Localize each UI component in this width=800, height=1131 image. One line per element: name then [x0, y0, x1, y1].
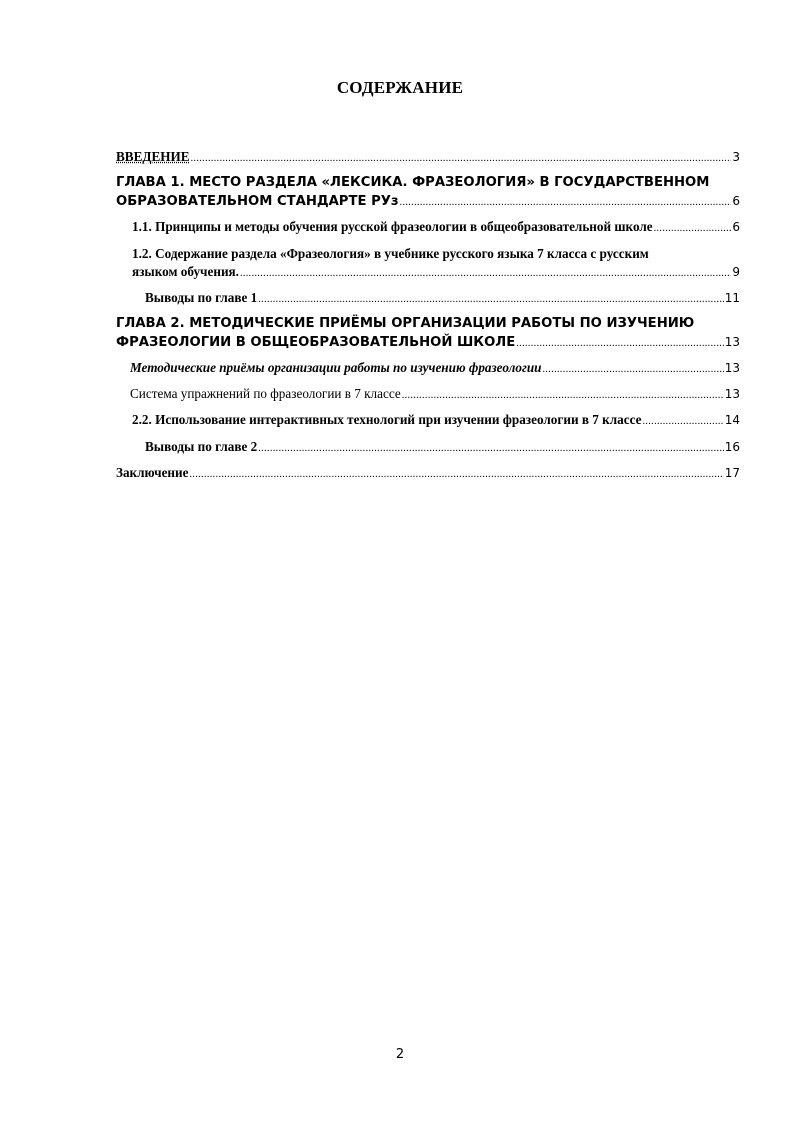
- toc-entry-label: Выводы по главе 2: [145, 439, 258, 454]
- toc-entry-label: ГЛАВА 2. МЕТОДИЧЕСКИЕ ПРИЁМЫ ОРГАНИЗАЦИИ РАБОТЫ ПО ИЗУЧЕНИЮ: [116, 316, 695, 331]
- toc-page-number: 16: [724, 440, 740, 454]
- dot-leader: [240, 266, 731, 282]
- toc-entry-chapter-2[interactable]: [116, 334, 740, 352]
- dot-leader: [654, 221, 732, 237]
- toc-entry-label: Выводы по главе 1: [145, 290, 258, 305]
- toc-entry-introduction[interactable]: [116, 149, 740, 167]
- toc-entry-label: ОБРАЗОВАТЕЛЬНОМ СТАНДАРТЕ РУз: [116, 194, 399, 209]
- toc-entry-chapter-2-line-1[interactable]: [116, 316, 740, 332]
- dot-leader: [516, 336, 723, 352]
- toc-entry-section-2-1[interactable]: [130, 360, 740, 378]
- toc-entry-chapter-1-line-1[interactable]: [116, 175, 740, 191]
- document-title: СОДЕРЖАНИЕ: [336, 78, 464, 97]
- toc-page-number: 13: [724, 361, 740, 375]
- dot-leader: [189, 467, 723, 483]
- dot-leader: [400, 195, 732, 211]
- dot-leader: [191, 151, 732, 167]
- toc-page-number: 14: [724, 413, 740, 427]
- toc-page-number: 3: [732, 150, 740, 164]
- dot-leader: [258, 441, 723, 457]
- toc-entry-conclusions-chapter-1[interactable]: [145, 290, 740, 308]
- toc-entry-label: Методические приёмы организации работы по изучению фразеологии: [130, 360, 542, 375]
- toc-entry-section-1-1[interactable]: [132, 219, 740, 237]
- toc-entry-label: Система упражнений по фразеологии в 7 классе: [130, 386, 401, 401]
- toc-entry-label: 2.2. Использование интерактивных технологий при изучении фразеологии в 7 классе: [132, 412, 642, 427]
- toc-entry-conclusions-chapter-2[interactable]: [145, 439, 740, 457]
- page-number: 2: [395, 1047, 405, 1062]
- toc-entry-section-2-2[interactable]: [132, 412, 740, 430]
- toc-entry-chapter-1[interactable]: [116, 193, 740, 211]
- dot-leader: [258, 292, 723, 308]
- toc-entry-section-1-2-line-1[interactable]: [132, 246, 740, 262]
- toc-entry-label: 1.1. Принципы и методы обучения русской фразеологии в общеобразовательной школе: [132, 219, 653, 234]
- toc-page-number: 9: [732, 265, 740, 279]
- dot-leader: [402, 388, 724, 404]
- toc-entry-label: языком обучения.: [132, 264, 239, 279]
- toc-entry-label: 1.2. Содержание раздела «Фразеология» в учебнике русского языка 7 класса с русским: [132, 246, 649, 261]
- toc-page-number: 17: [724, 466, 740, 480]
- toc-entry-label: ФРАЗЕОЛОГИИ В ОБЩЕОБРАЗОВАТЕЛЬНОЙ ШКОЛЕ: [116, 335, 516, 350]
- toc-page-number: 11: [724, 291, 740, 305]
- toc-entry-label: ГЛАВА 1. МЕСТО РАЗДЕЛА «ЛЕКСИКА. ФРАЗЕОЛОГИЯ» В ГОСУДАРСТВЕННОМ: [116, 175, 710, 190]
- toc-page-number: 13: [724, 335, 740, 349]
- toc-entry-exercise-system[interactable]: [130, 386, 740, 404]
- toc-entry-label: ВВЕДЕНИЕ: [116, 149, 190, 164]
- dot-leader: [543, 362, 724, 378]
- toc-page-number: 13: [724, 387, 740, 401]
- toc-page-number: 6: [732, 220, 740, 234]
- toc-entry-label: Заключение: [116, 465, 189, 480]
- dot-leader: [642, 414, 723, 430]
- toc-entry-conclusion[interactable]: [116, 465, 740, 483]
- toc-page-number: 6: [732, 194, 740, 208]
- toc-entry-section-1-2[interactable]: [132, 264, 740, 282]
